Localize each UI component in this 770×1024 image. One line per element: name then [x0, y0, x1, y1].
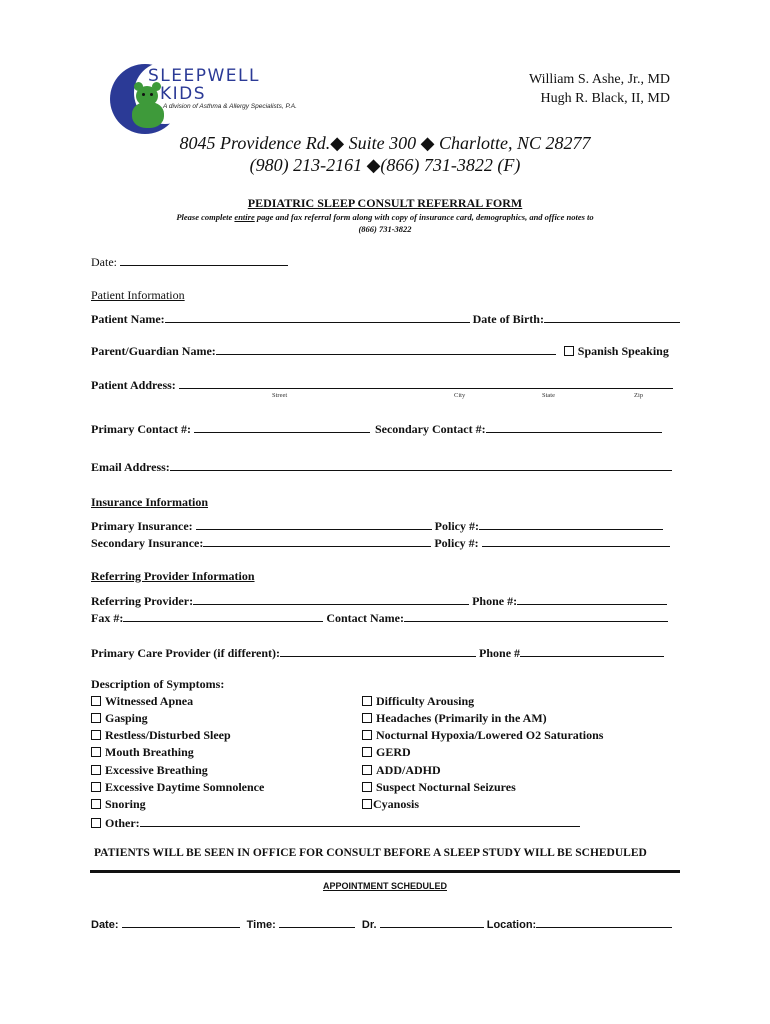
primary-insurance-field[interactable] [196, 517, 432, 530]
symptom-item: Excessive Daytime Somnolence [91, 780, 264, 795]
symptom-checkbox[interactable] [91, 747, 101, 757]
guardian-name-field[interactable] [216, 342, 556, 355]
symptom-checkbox[interactable] [362, 799, 372, 809]
address-city-label: City [454, 392, 466, 399]
contact-row: Primary Contact #: Secondary Contact #: [91, 420, 662, 437]
symptom-item: Witnessed Apnea [91, 694, 193, 709]
symptom-checkbox[interactable] [362, 747, 372, 757]
address-street-label: Street [272, 392, 288, 399]
symptom-item: Headaches (Primarily in the AM) [362, 711, 547, 726]
symptom-checkbox[interactable] [362, 730, 372, 740]
symptom-checkbox[interactable] [362, 696, 372, 706]
pcp-row: Primary Care Provider (if different): Phone # [91, 644, 664, 661]
fax-number: (866) 731-3822 [358, 224, 412, 234]
form-title: PEDIATRIC SLEEP CONSULT REFERRAL FORM [247, 196, 523, 210]
referring-provider-row: Referring Provider: Phone #: [91, 592, 667, 609]
symptom-item: Nocturnal Hypoxia/Lowered O2 Saturations [362, 728, 603, 743]
secondary-insurance-row: Secondary Insurance: Policy #: [91, 534, 670, 551]
address-line: 8045 Providence Rd.◆ Suite 300 ◆ Charlotte, NC 28277 [179, 133, 591, 153]
symptom-item: Restless/Disturbed Sleep [91, 728, 231, 743]
other-checkbox[interactable] [91, 818, 101, 828]
spanish-speaking-checkbox[interactable] [564, 346, 574, 356]
date-field[interactable] [120, 253, 288, 266]
symptoms-heading: Description of Symptoms: [91, 677, 225, 691]
symptom-checkbox[interactable] [362, 713, 372, 723]
symptom-item: Gasping [91, 711, 148, 726]
address-zip-label: Zip [634, 392, 644, 399]
phone-line: (980) 213-2161 ◆(866) 731-3822 (F) [249, 155, 521, 175]
other-symptom-field[interactable] [140, 814, 580, 827]
patient-info-heading: Patient Information [91, 288, 185, 302]
symptom-checkbox[interactable] [362, 765, 372, 775]
symptom-item: Snoring [91, 797, 146, 812]
email-row: Email Address: [91, 458, 672, 475]
primary-policy-field[interactable] [479, 517, 663, 530]
appointment-date-field[interactable] [122, 915, 240, 928]
logo-tagline: A division of Asthma & Allergy Specialists, P.A. [163, 103, 297, 110]
patient-address-row: Patient Address: [91, 376, 673, 393]
symptom-item: Suspect Nocturnal Seizures [362, 780, 516, 795]
referring-phone-field[interactable] [517, 592, 667, 605]
symptom-item: Mouth Breathing [91, 745, 194, 760]
appointment-location-field[interactable] [536, 915, 672, 928]
email-field[interactable] [170, 458, 672, 471]
symptom-checkbox[interactable] [91, 782, 101, 792]
primary-insurance-row: Primary Insurance: Policy #: [91, 517, 663, 534]
referring-provider-field[interactable] [193, 592, 469, 605]
address-state-label: State [542, 392, 555, 399]
form-instructions: Please complete entire page and fax referral form along with copy of insurance card, demographics, and office notes to (866) 731-3822 [176, 212, 594, 234]
doctor-name: William S. Ashe, Jr., MD [529, 72, 670, 87]
insurance-info-heading: Insurance Information [91, 495, 209, 509]
symptom-checkbox[interactable] [362, 782, 372, 792]
symptom-checkbox[interactable] [91, 730, 101, 740]
referring-provider-heading: Referring Provider Information [91, 569, 255, 583]
logo-text-kids: KIDS [160, 84, 207, 104]
secondary-insurance-field[interactable] [203, 534, 431, 547]
fax-contact-row: Fax #: Contact Name: [91, 609, 668, 626]
pcp-phone-field[interactable] [520, 644, 664, 657]
pcp-field[interactable] [280, 644, 476, 657]
logo-text-sleepwell: SLEEPWELL [148, 66, 260, 86]
appointment-row: Date: Time: Dr. Location: [91, 915, 672, 931]
symptom-checkbox[interactable] [91, 696, 101, 706]
patient-name-field[interactable] [165, 310, 470, 323]
symptom-checkbox[interactable] [91, 713, 101, 723]
symptom-checkbox[interactable] [91, 765, 101, 775]
date-of-birth-field[interactable] [544, 310, 680, 323]
consult-notice: PATIENTS WILL BE SEEN IN OFFICE FOR CONSULT BEFORE A SLEEP STUDY WILL BE SCHEDULED [94, 847, 647, 859]
doctor-list [529, 70, 670, 108]
symptom-item: Excessive Breathing [91, 763, 208, 778]
symptom-other-row: Other: [91, 814, 580, 831]
guardian-row: Parent/Guardian Name: Spanish Speaking [91, 344, 669, 358]
fax-field[interactable] [123, 609, 323, 622]
symptom-checkbox[interactable] [91, 799, 101, 809]
secondary-policy-field[interactable] [482, 534, 670, 547]
date-row: Date: [91, 253, 288, 270]
divider [90, 870, 680, 873]
appointment-time-field[interactable] [279, 915, 355, 928]
patient-name-row: Patient Name: Date of Birth: [91, 310, 680, 327]
appointment-doctor-field[interactable] [380, 915, 484, 928]
symptom-item: GERD [362, 745, 411, 760]
patient-address-field[interactable] [179, 376, 673, 389]
symptom-item: Cyanosis [362, 797, 419, 812]
secondary-contact-field[interactable] [486, 420, 662, 433]
contact-name-field[interactable] [404, 609, 668, 622]
symptom-item: ADD/ADHD [362, 763, 441, 778]
primary-contact-field[interactable] [194, 420, 370, 433]
doctor-name: Hugh R. Black, II, MD [540, 91, 670, 106]
appointment-heading: APPOINTMENT SCHEDULED [322, 881, 447, 891]
symptom-item: Difficulty Arousing [362, 694, 474, 709]
